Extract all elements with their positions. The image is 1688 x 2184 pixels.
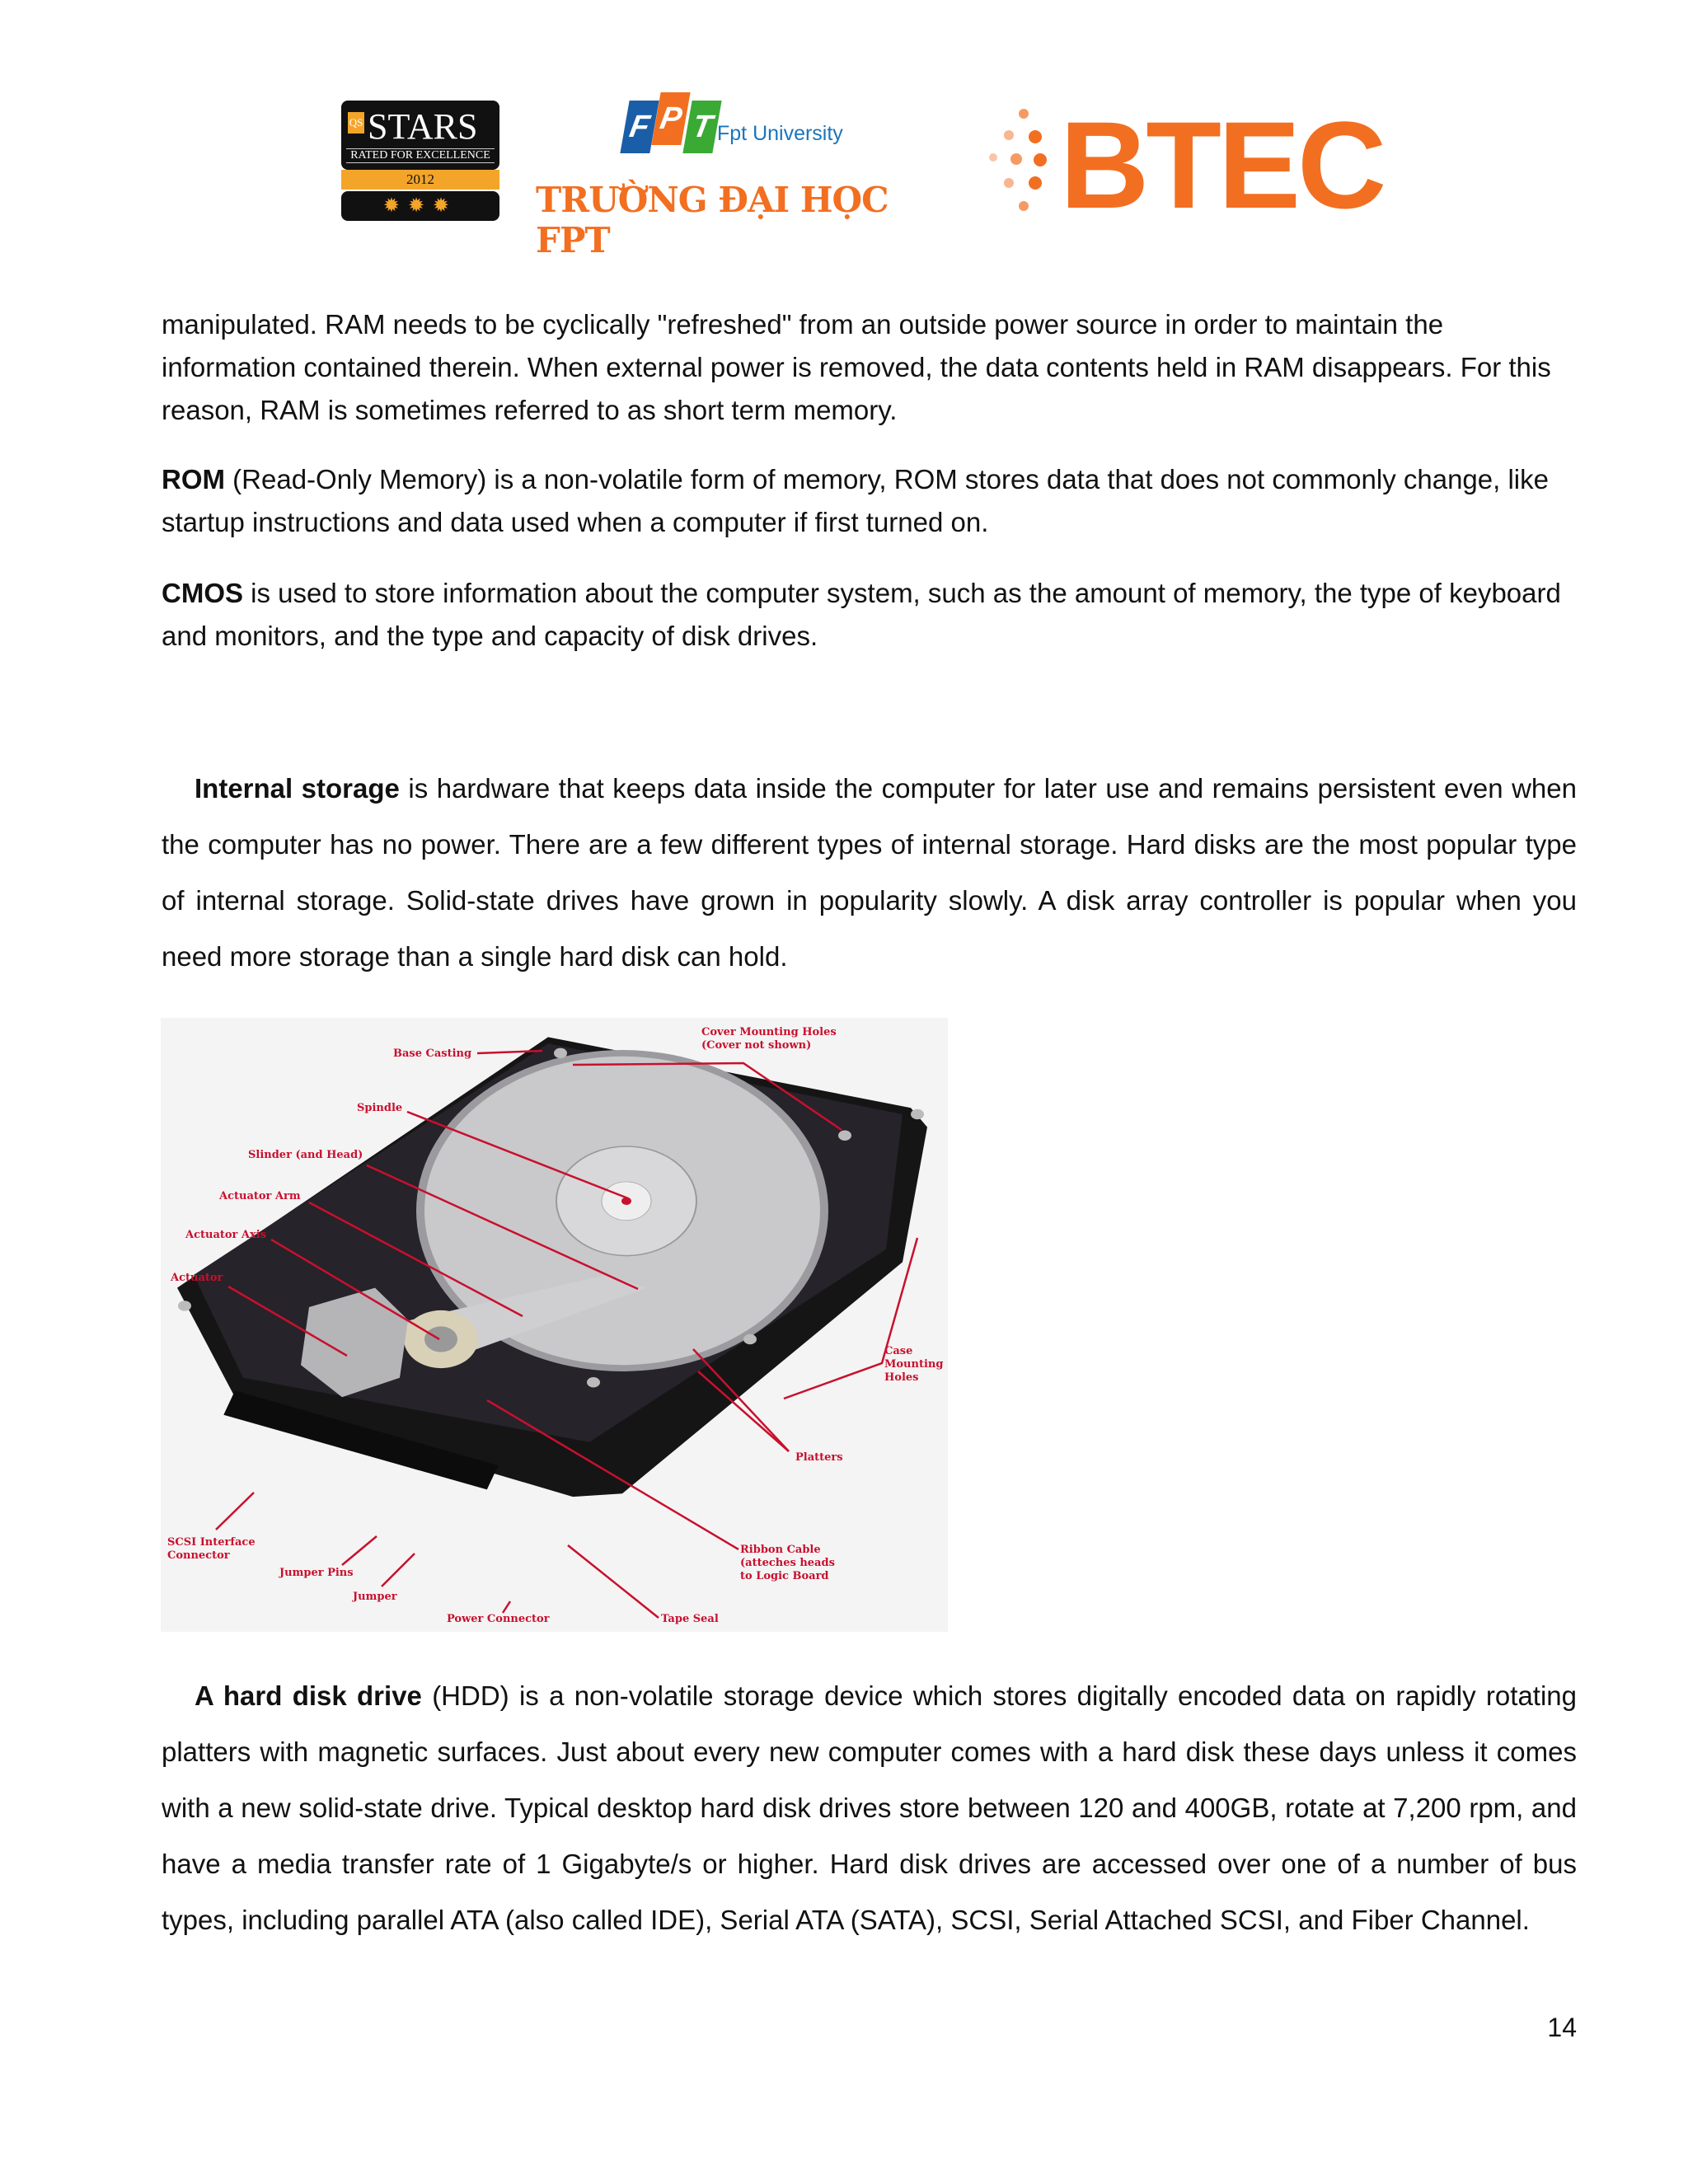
label-cover-mounting-holes: Cover Mounting Holes (Cover not shown) (701, 1026, 837, 1052)
fpt-letter-p: P (651, 92, 690, 145)
internal-storage-term: Internal storage (195, 773, 400, 804)
label-slider: Slinder (and Head) (248, 1149, 363, 1161)
label-platters: Platters (795, 1451, 843, 1464)
star-icons: ✹✹✹ (341, 191, 499, 221)
cmos-paragraph (162, 572, 1577, 658)
qs-title: STARS (368, 106, 478, 147)
label-jumper: Jumper (353, 1591, 397, 1603)
label-ribbon-cable: Ribbon Cable (atteches heads to Logic Board (740, 1544, 835, 1582)
rom-paragraph (162, 458, 1577, 544)
label-actuator-arm: Actuator Arm (219, 1190, 301, 1202)
label-case-mounting-holes: Case Mounting Holes (884, 1345, 944, 1384)
rom-text: (Read-Only Memory) is a non-volatile form of memory, ROM stores data that does not commonly change, like startup instructions and data used when a computer if first turned on. (162, 464, 1549, 537)
btec-logo (986, 96, 1398, 237)
label-jumper-pins: Jumper Pins (279, 1567, 354, 1579)
hard-drive-diagram (161, 1018, 948, 1632)
ram-paragraph: manipulated. RAM needs to be cyclically "refreshed" from an outside power source in order to maintain the information contained therein. When external power is removed, the data contents held in RAM disappears. For this reason, RAM is sometimes referred to as short term memory. (162, 309, 1551, 425)
label-power-connector: Power Connector (447, 1613, 550, 1625)
hard-drive-illustration (161, 1018, 948, 1632)
label-scsi-connector: SCSI Interface Connector (167, 1536, 256, 1562)
page-number: 14 (1547, 2013, 1577, 2042)
qs-year: 2012 (341, 170, 499, 190)
label-actuator: Actuator (171, 1272, 223, 1284)
label-base-casting: Base Casting (393, 1047, 472, 1060)
label-actuator-axis: Actuator Axis (185, 1229, 267, 1241)
fpt-logo (536, 97, 907, 260)
cmos-term: CMOS (162, 578, 243, 608)
hdd-text: (HDD) is a non-volatile storage device which stores digitally encoded data on rapidly rotating platters with magnetic surfaces. Just about every new computer comes with a hard disk these days unless it comes with a new solid-state drive. Typical desktop hard disk drives store between 120 and 400GB, rotate at 7,200 rpm, and have a media transfer rate of 1 Gigabyte/s or higher. Hard disk drives are accessed over one of a number of bus types, including parallel ATA (also called IDE), Serial ATA (SATA), SCSI, Serial Attached SCSI, and Fiber Channel. (162, 1680, 1577, 1935)
fpt-university-text: Fpt University (717, 122, 843, 145)
hdd-paragraph (162, 1668, 1577, 1948)
fpt-letter-t: T (682, 101, 721, 153)
label-spindle: Spindle (357, 1102, 403, 1114)
qs-badge: QS (348, 112, 364, 134)
cmos-text: is used to store information about the computer system, such as the amount of memory, the type of keyboard and monitors, and the type and capacity of disk drives. (162, 578, 1561, 651)
rom-term: ROM (162, 464, 225, 494)
fpt-vietnamese-name: TRƯỜNG ĐẠI HỌC FPT (536, 180, 889, 260)
qs-subtitle: RATED FOR EXCELLENCE (346, 148, 495, 163)
internal-storage-paragraph (162, 761, 1577, 985)
fpt-letter-f: F (620, 101, 659, 153)
btec-wordmark: BTEC (1060, 96, 1384, 234)
internal-storage-text: is hardware that keeps data inside the computer for later use and remains persistent even when the computer has no power. There are a few different types of internal storage. Hard disks are the most popular type of internal storage. Solid-state drives have grown in popularity slowly. A disk array controller is popular when you need more storage than a single hard disk can hold. (162, 773, 1577, 972)
label-tape-seal: Tape Seal (661, 1613, 719, 1625)
qs-stars-logo (341, 101, 499, 220)
hdd-term: A hard disk drive (195, 1680, 422, 1711)
